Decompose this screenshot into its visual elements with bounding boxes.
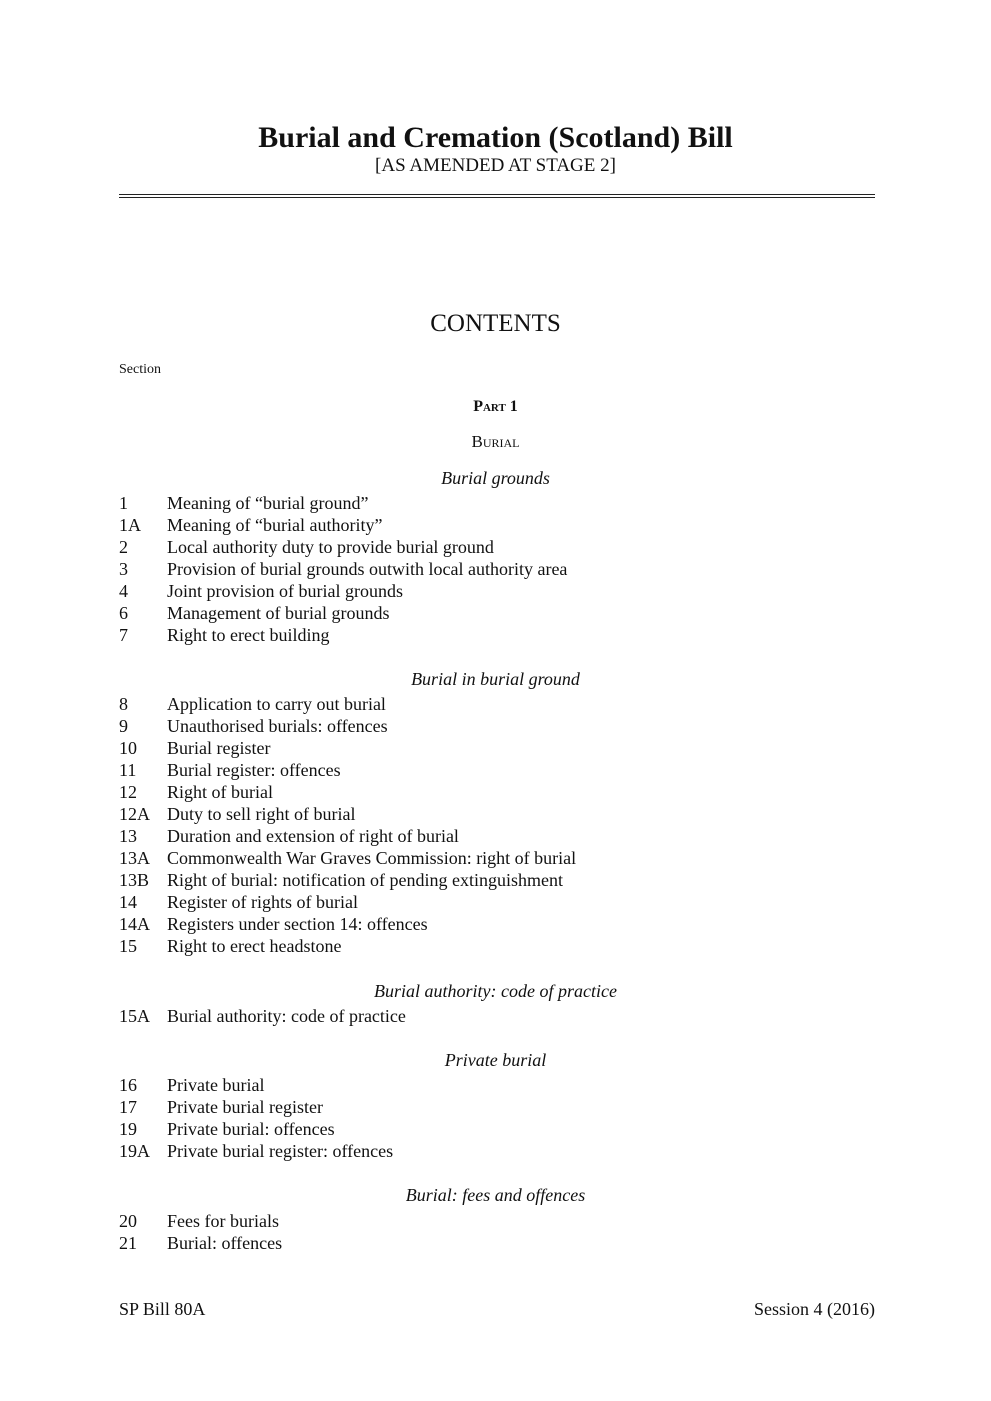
contents-entry[interactable] [119,1140,393,1162]
contents-entry[interactable] [119,580,403,602]
contents-entry[interactable] [119,624,329,646]
entry-title: Right of burial: notification of pending extinguishment [167,870,563,890]
entry-number: 14 [119,892,137,912]
contents-entry[interactable] [119,536,494,558]
entry-number: 15A [119,1006,150,1026]
contents-entry[interactable] [119,602,389,624]
contents-entry[interactable] [119,1005,406,1027]
entry-title: Register of rights of burial [167,892,358,912]
footer-session: Session 4 (2016) [754,1299,875,1319]
group-heading: Burial grounds [441,468,550,488]
entry-number: 21 [119,1233,137,1253]
entry-title: Right to erect building [167,625,330,645]
entry-number: 6 [119,603,128,623]
contents-entry[interactable] [119,803,355,825]
entry-number: 7 [119,625,128,645]
entry-title: Unauthorised burials: offences [167,716,388,736]
entry-title: Burial register [167,738,271,758]
part-title: Burial [471,432,520,451]
entry-number: 3 [119,559,128,579]
entry-number: 11 [119,760,137,780]
contents-entry[interactable] [119,1074,264,1096]
entry-title: Private burial [167,1075,265,1095]
entry-number: 12A [119,804,150,824]
contents-entry[interactable] [119,558,567,580]
contents-entry[interactable] [119,869,563,891]
entry-title: Burial register: offences [167,760,341,780]
contents-entry[interactable] [119,492,368,514]
entry-title: Provision of burial grounds outwith local authority area [167,559,568,579]
entry-title: Private burial: offences [167,1119,335,1139]
entry-number: 13 [119,826,137,846]
footer-bill-number: SP Bill 80A [119,1299,206,1319]
entry-number: 16 [119,1075,137,1095]
entry-title: Burial: offences [167,1233,283,1253]
entry-title: Commonwealth War Graves Commission: right of burial [167,848,577,868]
contents-entry[interactable] [119,737,270,759]
contents-entry[interactable] [119,891,358,913]
contents-entry[interactable] [119,825,459,847]
section-column-label: Section [119,362,161,377]
contents-entry[interactable] [119,781,273,803]
entry-number: 12 [119,782,137,802]
contents-entry[interactable] [119,913,428,935]
contents-entry[interactable] [119,1096,323,1118]
entry-title: Duty to sell right of burial [167,804,356,824]
entry-title: Local authority duty to provide burial ground [167,537,494,557]
part-heading: Part 1 [473,398,518,415]
group-heading: Burial authority: code of practice [374,981,617,1001]
entry-title: Private burial register: offences [167,1141,394,1161]
entry-title: Burial authority: code of practice [167,1006,406,1026]
contents-heading: CONTENTS [430,310,561,337]
entry-number: 19 [119,1119,137,1139]
group-heading: Burial: fees and offences [405,1185,586,1205]
entry-title: Registers under section 14: offences [167,914,428,934]
entry-number: 13A [119,848,150,868]
contents-entry[interactable] [119,847,576,869]
entry-number: 9 [119,716,128,736]
entry-number: 15 [119,936,137,956]
entry-title: Management of burial grounds [167,603,390,623]
entry-title: Fees for burials [167,1211,279,1231]
entry-title: Meaning of “burial ground” [167,493,369,513]
entry-title: Application to carry out burial [167,694,386,714]
entry-number: 20 [119,1211,137,1231]
entry-title: Meaning of “burial authority” [167,515,383,535]
contents-entry[interactable] [119,759,341,781]
entry-title: Right to erect headstone [167,936,342,956]
contents-entry[interactable] [119,514,382,536]
contents-entry[interactable] [119,935,341,957]
entry-number: 17 [119,1097,137,1117]
entry-title: Private burial register [167,1097,323,1117]
entry-number: 19A [119,1141,150,1161]
entry-number: 2 [119,537,128,557]
page-subtitle: [AS AMENDED AT STAGE 2] [375,155,616,176]
entry-number: 4 [119,581,128,601]
entry-title: Right of burial [167,782,273,802]
entry-number: 8 [119,694,128,714]
entry-title: Duration and extension of right of burial [167,826,459,846]
entry-number: 14A [119,914,150,934]
contents-entry[interactable] [119,715,388,737]
entry-number: 1 [119,493,128,513]
entry-number: 1A [119,515,141,535]
title-double-rule [119,194,875,198]
contents-entry[interactable] [119,1118,335,1140]
contents-entry[interactable] [119,693,386,715]
group-heading: Private burial [444,1050,547,1070]
entry-number: 13B [119,870,150,890]
group-heading: Burial in burial ground [411,669,580,689]
contents-entry[interactable] [119,1210,279,1232]
entry-number: 10 [119,738,137,758]
page-title: Burial and Cremation (Scotland) Bill [258,121,733,154]
contents-entry[interactable] [119,1232,282,1254]
entry-title: Joint provision of burial grounds [167,581,403,601]
